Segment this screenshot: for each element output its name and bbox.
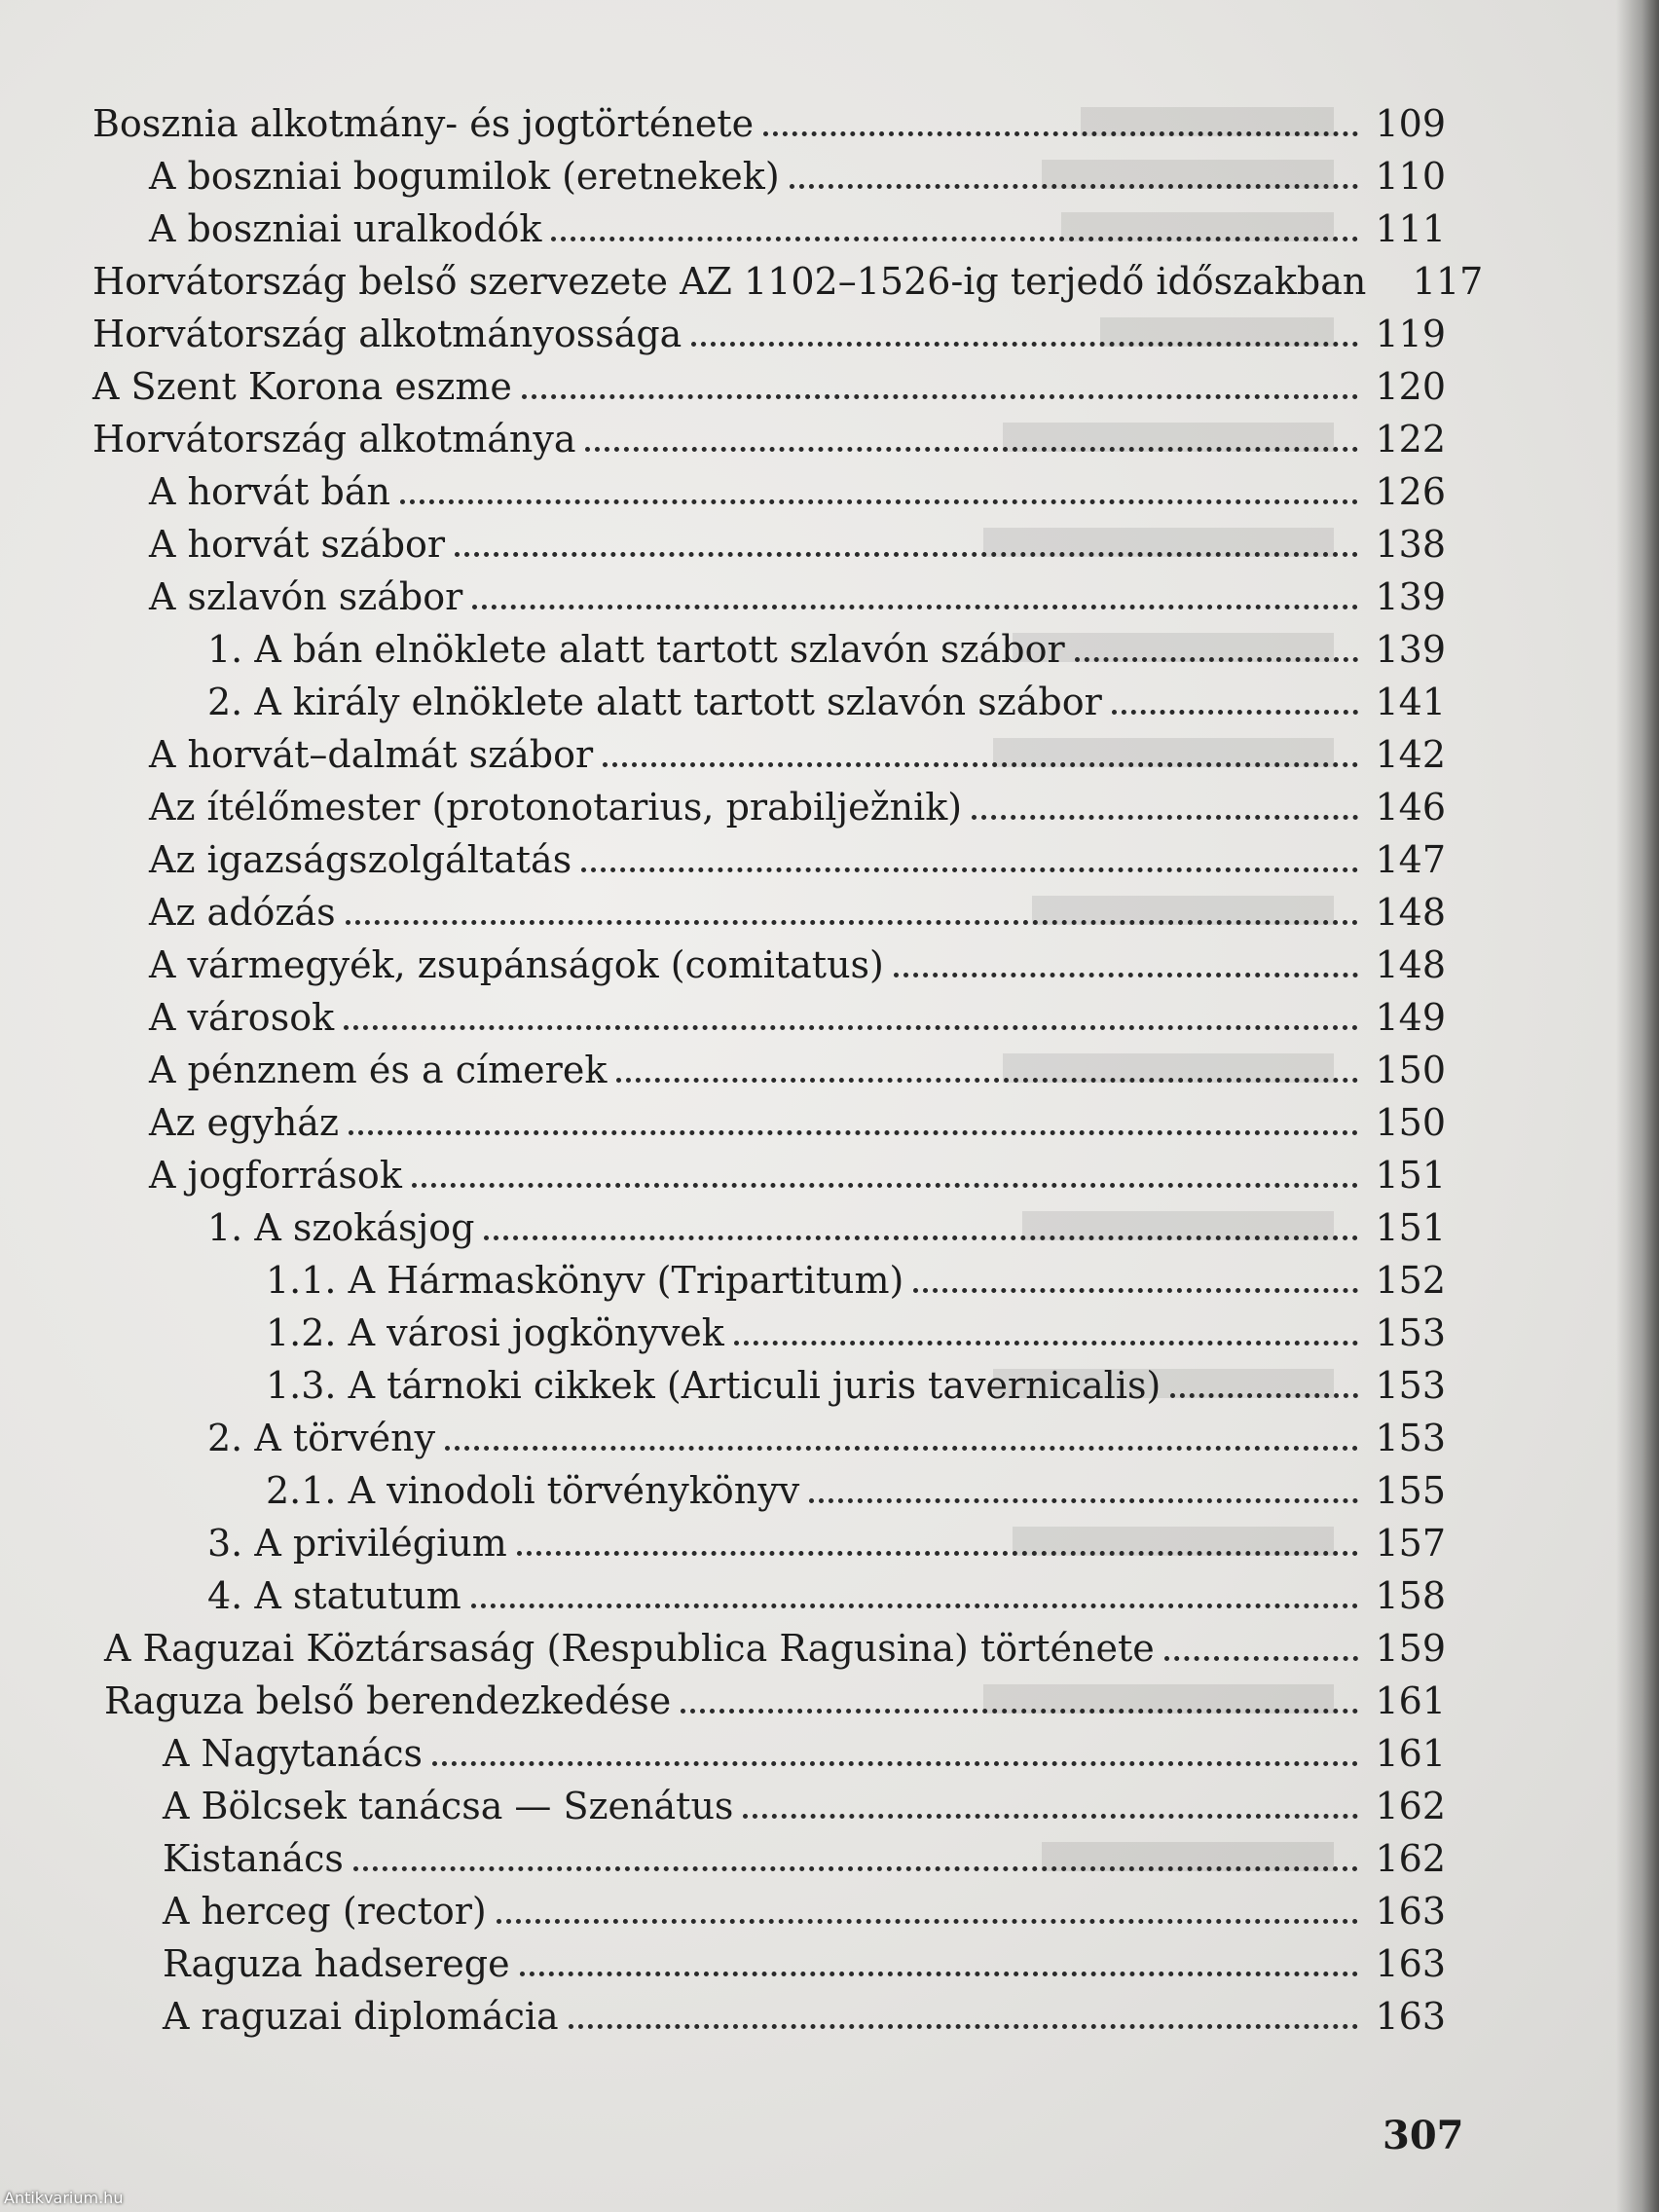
toc-entry-title: A boszniai uralkodók	[149, 207, 542, 250]
toc-entry-page: 159	[1375, 1627, 1446, 1670]
toc-entry	[92, 623, 1446, 676]
toc-entry	[92, 1885, 1446, 1937]
toc-entry	[92, 413, 1446, 465]
toc-entry-page: 148	[1375, 943, 1446, 986]
toc-entry-title: Az adózás	[149, 891, 336, 934]
dot-leader	[400, 499, 1358, 504]
dot-leader	[616, 1078, 1358, 1083]
dot-leader	[763, 131, 1358, 136]
toc-entry-page: 122	[1375, 418, 1446, 461]
toc-entry	[92, 991, 1446, 1044]
toc-entry	[92, 1149, 1446, 1201]
toc-entry-page: 162	[1375, 1785, 1446, 1827]
toc-entry	[92, 1937, 1446, 1990]
toc-entry-title: A boszniai bogumilok (eretnekek)	[149, 155, 780, 198]
toc-entry-title: A szlavón szábor	[149, 575, 463, 618]
toc-entry-page: 161	[1375, 1732, 1446, 1775]
toc-entry-title: A Raguzai Köztársaság (Respublica Ragusina) története	[104, 1627, 1155, 1670]
watermark: Antikvarium.hu	[4, 2189, 124, 2207]
toc-entry-page: 152	[1375, 1259, 1446, 1302]
toc-entry-title: Az igazságszolgáltatás	[149, 838, 572, 881]
toc-entry-page: 109	[1375, 102, 1446, 145]
page-number: 307	[1382, 2113, 1464, 2158]
toc-entry-page: 142	[1375, 733, 1446, 776]
toc-entry-page: 161	[1375, 1679, 1446, 1722]
toc-entry	[92, 939, 1446, 991]
dot-leader	[346, 920, 1358, 925]
dot-leader	[520, 1972, 1358, 1976]
toc-entry	[92, 1464, 1446, 1517]
dot-leader	[551, 237, 1358, 241]
toc-entry-title: Bosznia alkotmány- és jogtörténete	[92, 102, 755, 145]
toc-entry	[92, 1359, 1446, 1412]
dot-leader	[894, 973, 1358, 977]
toc-entry	[92, 1832, 1446, 1885]
toc-entry	[92, 1727, 1446, 1780]
toc-entry	[92, 203, 1446, 255]
toc-entry-page: 146	[1375, 786, 1446, 829]
toc-entry-page: 155	[1375, 1469, 1446, 1512]
toc-entry-page: 141	[1375, 681, 1446, 723]
toc-entry-title: Horvátország belső szervezete AZ 1102–1526-ig terjedő időszakban	[92, 260, 1367, 303]
toc-entry-page: 139	[1375, 575, 1446, 618]
toc-entry	[92, 1412, 1446, 1464]
dot-leader	[585, 447, 1358, 452]
toc-entry	[92, 1990, 1446, 2043]
dot-leader	[445, 1446, 1358, 1451]
toc-entry	[92, 781, 1446, 833]
toc-entry-page: 110	[1375, 155, 1446, 198]
toc-entry-title: A jogforrások	[149, 1154, 402, 1197]
dot-leader	[569, 2024, 1358, 2029]
toc-entry	[92, 1307, 1446, 1359]
toc-entry-page: 111	[1375, 207, 1446, 250]
dot-leader	[432, 1761, 1358, 1766]
toc-entry	[92, 728, 1446, 781]
toc-entry-page: 126	[1375, 470, 1446, 513]
dot-leader	[522, 394, 1358, 399]
toc-entry-title: Az egyház	[149, 1101, 339, 1144]
dot-leader	[455, 552, 1358, 557]
toc-entry	[92, 1517, 1446, 1569]
toc-entry	[92, 1780, 1446, 1832]
dot-leader	[734, 1341, 1358, 1346]
dot-leader	[972, 815, 1358, 820]
toc-entry-page: 150	[1375, 1049, 1446, 1091]
toc-entry	[92, 308, 1446, 360]
dot-leader	[581, 867, 1358, 872]
toc-entry-page: 157	[1375, 1522, 1446, 1565]
toc-entry-title: A horvát szábor	[149, 523, 446, 566]
toc-entry-page: 120	[1375, 365, 1446, 408]
toc-entry-page: 149	[1375, 996, 1446, 1039]
toc-entry-page: 139	[1375, 628, 1446, 671]
toc-entry	[92, 1569, 1446, 1622]
toc-entry-title: A horvát bán	[149, 470, 390, 513]
toc-entry-title: Az ítélőmester (protonotarius, prabilježnik)	[149, 786, 963, 829]
toc-entry-title: 1.2. A városi jogkönyvek	[266, 1311, 724, 1354]
toc-entry-title: 1. A szokásjog	[207, 1206, 475, 1249]
toc-entry-page: 151	[1375, 1206, 1446, 1249]
toc-entry-page: 153	[1375, 1311, 1446, 1354]
toc-entry	[92, 571, 1446, 623]
spine-shadow	[1616, 0, 1659, 2212]
toc-entry-title: 2.1. A vinodoli törvénykönyv	[266, 1469, 800, 1512]
toc-entry-title: A Nagytanács	[163, 1732, 424, 1775]
toc-entry-page: 158	[1375, 1574, 1446, 1617]
dot-leader	[484, 1235, 1358, 1240]
dot-leader	[1075, 657, 1358, 662]
toc-entry	[92, 886, 1446, 939]
toc-entry-page: 153	[1375, 1364, 1446, 1407]
toc-entry	[92, 360, 1446, 413]
toc-entry-title: 4. A statutum	[207, 1574, 461, 1617]
toc-entry-title: Horvátország alkotmányossága	[92, 313, 682, 355]
dot-leader	[517, 1551, 1358, 1556]
toc-entry-title: 1.1. A Hármaskönyv (Tripartitum)	[266, 1259, 904, 1302]
toc-entry	[92, 1254, 1446, 1307]
toc-entry-page: 147	[1375, 838, 1446, 881]
toc-entry	[92, 1622, 1446, 1675]
dot-leader	[412, 1183, 1358, 1188]
toc-entry-title: 1. A bán elnöklete alatt tartott szlavón szábor	[207, 628, 1065, 671]
toc-entry	[92, 833, 1446, 886]
dot-leader	[1170, 1393, 1358, 1398]
toc-entry-title: A vármegyék, zsupánságok (comitatus)	[149, 943, 884, 986]
toc-entry	[92, 1201, 1446, 1254]
toc-entry	[92, 150, 1446, 203]
dot-leader	[1112, 710, 1358, 715]
toc-entry-title: A horvát–dalmát szábor	[149, 733, 594, 776]
toc-entry-title: Kistanács	[163, 1837, 344, 1880]
dot-leader	[681, 1709, 1358, 1714]
toc-entry-title: Raguza belső berendezkedése	[104, 1679, 672, 1722]
dot-leader	[691, 342, 1358, 347]
toc-entry-title: A raguzai diplomácia	[163, 1995, 559, 2038]
toc-entry	[92, 518, 1446, 571]
dot-leader	[344, 1025, 1358, 1030]
dot-leader	[790, 184, 1358, 189]
toc-entry-title: A pénznem és a címerek	[149, 1049, 608, 1091]
dot-leader	[913, 1288, 1358, 1293]
toc-entry	[92, 465, 1446, 518]
dot-leader	[471, 1604, 1358, 1608]
dot-leader	[809, 1498, 1358, 1503]
toc-entry	[92, 255, 1484, 308]
toc-entry-page: 119	[1375, 313, 1446, 355]
toc-entry-title: A városok	[149, 996, 335, 1039]
toc-entry-title: A Szent Korona eszme	[92, 365, 512, 408]
dot-leader	[603, 762, 1358, 767]
toc-entry	[92, 1675, 1446, 1727]
toc-entry-page: 163	[1375, 1995, 1446, 2038]
toc-entry-title: A Bölcsek tanácsa — Szenátus	[163, 1785, 734, 1827]
toc-entry	[92, 1044, 1446, 1096]
toc-entry-page: 153	[1375, 1417, 1446, 1459]
toc-entry-page: 163	[1375, 1942, 1446, 1985]
toc-entry-page: 138	[1375, 523, 1446, 566]
toc-entry-title: 2. A király elnöklete alatt tartott szlavón szábor	[207, 681, 1102, 723]
toc-entry	[92, 676, 1446, 728]
dot-leader	[349, 1130, 1358, 1135]
toc-entry-title: 2. A törvény	[207, 1417, 436, 1459]
toc-entry-title: A herceg (rector)	[163, 1890, 487, 1933]
toc-entry-page: 117	[1412, 260, 1484, 303]
dot-leader	[1164, 1656, 1358, 1661]
toc-entry-page: 150	[1375, 1101, 1446, 1144]
toc-entry-title: 1.3. A tárnoki cikkek (Articuli juris tavernicalis)	[266, 1364, 1161, 1407]
toc-entry-title: Raguza hadserege	[163, 1942, 510, 1985]
toc-entry	[92, 97, 1446, 150]
dot-leader	[472, 605, 1358, 609]
toc-entry-page: 148	[1375, 891, 1446, 934]
table-of-contents	[92, 97, 1484, 2043]
dot-leader	[497, 1919, 1358, 1924]
toc-entry-title: 3. A privilégium	[207, 1522, 507, 1565]
toc-entry-page: 151	[1375, 1154, 1446, 1197]
toc-entry-title: Horvátország alkotmánya	[92, 418, 576, 461]
dot-leader	[353, 1866, 1358, 1871]
dot-leader	[743, 1814, 1358, 1819]
toc-entry	[92, 1096, 1446, 1149]
toc-entry-page: 163	[1375, 1890, 1446, 1933]
toc-entry-page: 162	[1375, 1837, 1446, 1880]
